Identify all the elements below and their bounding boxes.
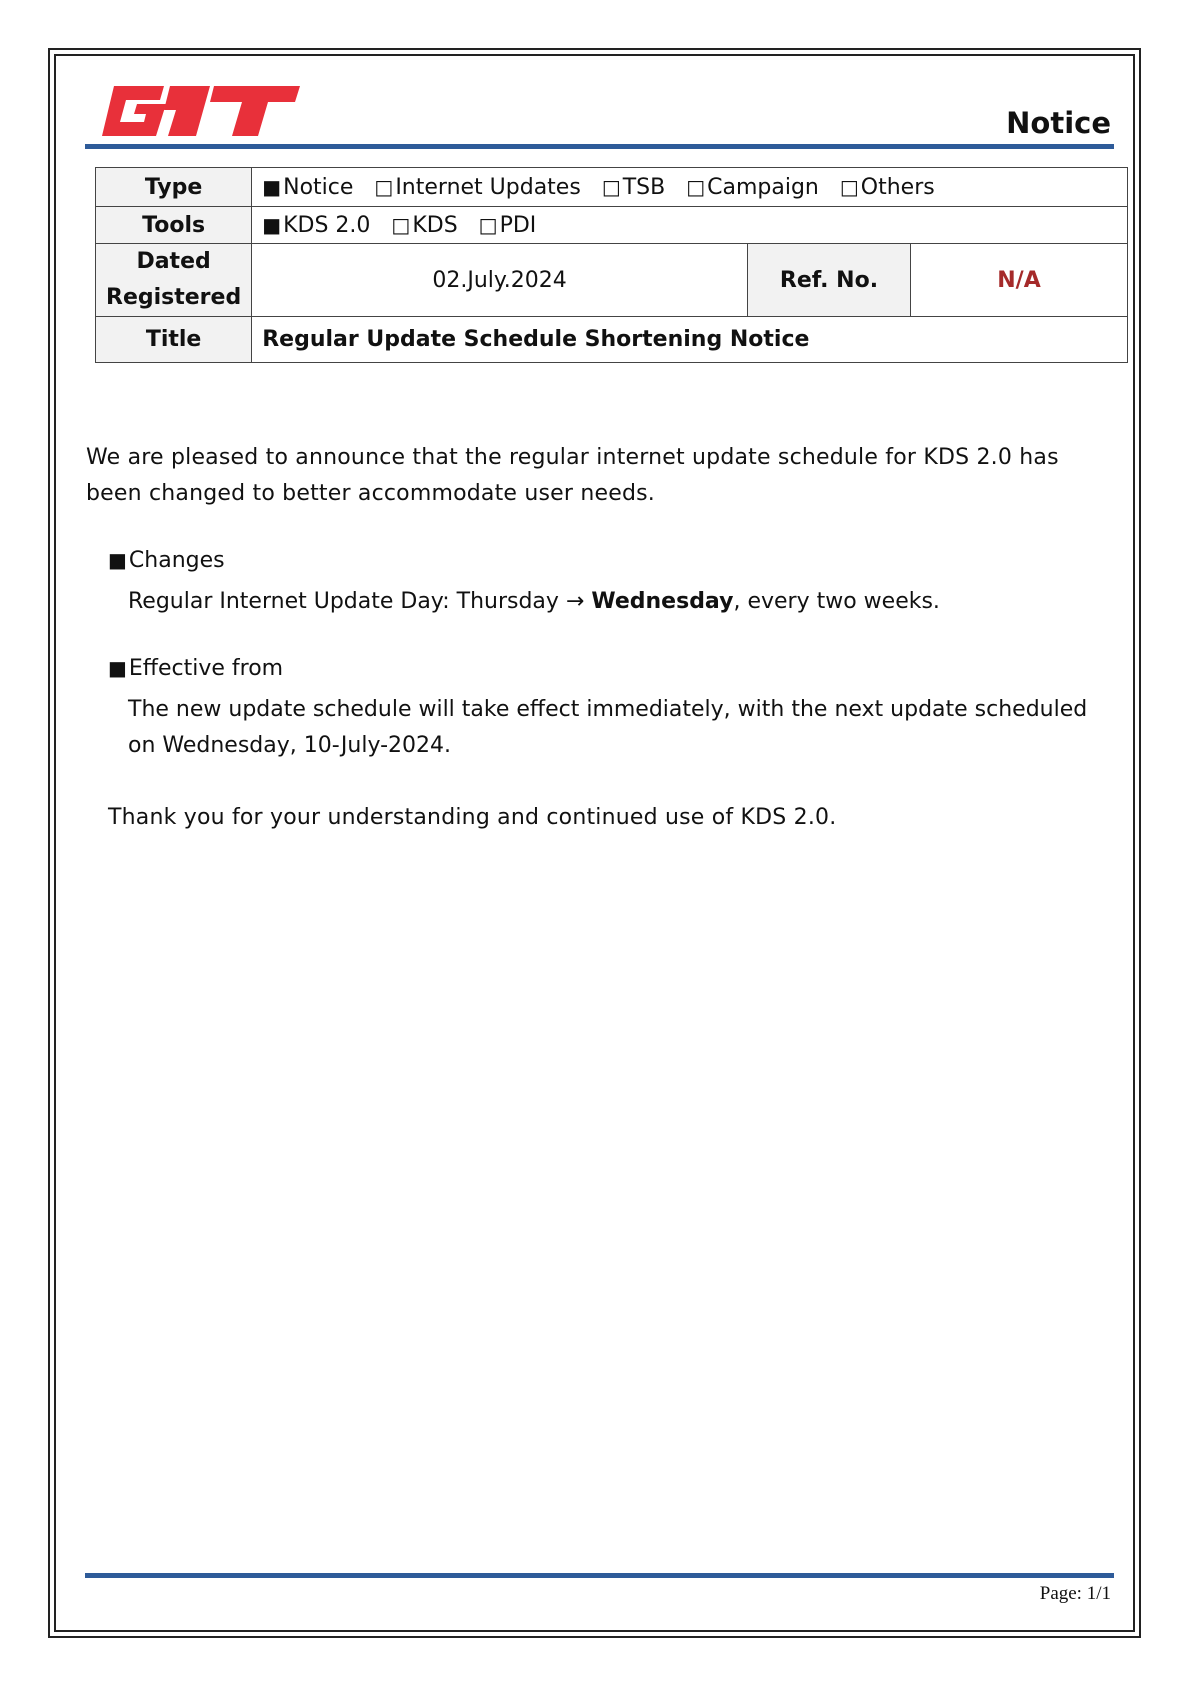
title-label: Title (96, 317, 252, 363)
unchecked-box-icon: □ (601, 174, 621, 199)
checked-box-icon: ■ (262, 212, 282, 237)
tools-option-kds: □KDS (391, 212, 458, 238)
dated-row (96, 244, 1128, 317)
title-row (96, 317, 1128, 363)
unchecked-box-icon: □ (686, 174, 706, 199)
tools-label: Tools (96, 207, 252, 244)
checked-box-icon: ■ (262, 174, 282, 199)
ref-no-label: Ref. No. (748, 244, 911, 317)
unchecked-box-icon: □ (478, 212, 498, 237)
type-option-internet-updates: □Internet Updates (374, 174, 581, 200)
intro-paragraph: We are pleased to announce that the regular internet update schedule for KDS 2.0 has been changed to better accommodate user needs. (86, 445, 1059, 506)
footer-rule (85, 1573, 1114, 1578)
type-row (96, 168, 1128, 207)
type-option-tsb: □TSB (601, 174, 666, 200)
tools-option-kds2: ■KDS 2.0 (262, 212, 371, 238)
effective-heading: ■Effective from (108, 656, 284, 681)
changes-heading: ■Changes (108, 548, 225, 573)
unchecked-box-icon: □ (839, 174, 859, 199)
type-label: Type (96, 168, 252, 207)
page-number: Page: 1/1 (1039, 1583, 1111, 1604)
git-logo (92, 82, 302, 140)
tools-option-pdi: □PDI (478, 212, 537, 238)
dated-value: 02.July.2024 (252, 244, 748, 317)
type-option-campaign: □Campaign (686, 174, 819, 200)
tools-options (252, 207, 1128, 244)
bullet-square-icon: ■ (108, 548, 127, 572)
notice-info-table (95, 167, 1128, 363)
dated-registered-label: Dated Registered (96, 244, 252, 317)
changes-text: Regular Internet Update Day: Thursday → Wednesday, every two weeks. (128, 589, 940, 614)
unchecked-box-icon: □ (374, 174, 394, 199)
tools-row (96, 207, 1128, 244)
effective-text: The new update schedule will take effect immediately, with the next update scheduled on Wednesday, 10-July-2024. (128, 697, 1088, 758)
type-option-notice: ■Notice (262, 174, 354, 200)
closing-paragraph: Thank you for your understanding and continued use of KDS 2.0. (108, 805, 837, 830)
notice-heading: Notice (1006, 106, 1111, 140)
type-options (252, 168, 1128, 207)
title-value: Regular Update Schedule Shortening Notice (252, 317, 1128, 363)
header-rule (85, 144, 1114, 149)
bullet-square-icon: ■ (108, 656, 127, 680)
ref-no-value: N/A (911, 244, 1128, 317)
type-option-others: □Others (839, 174, 935, 200)
unchecked-box-icon: □ (391, 212, 411, 237)
